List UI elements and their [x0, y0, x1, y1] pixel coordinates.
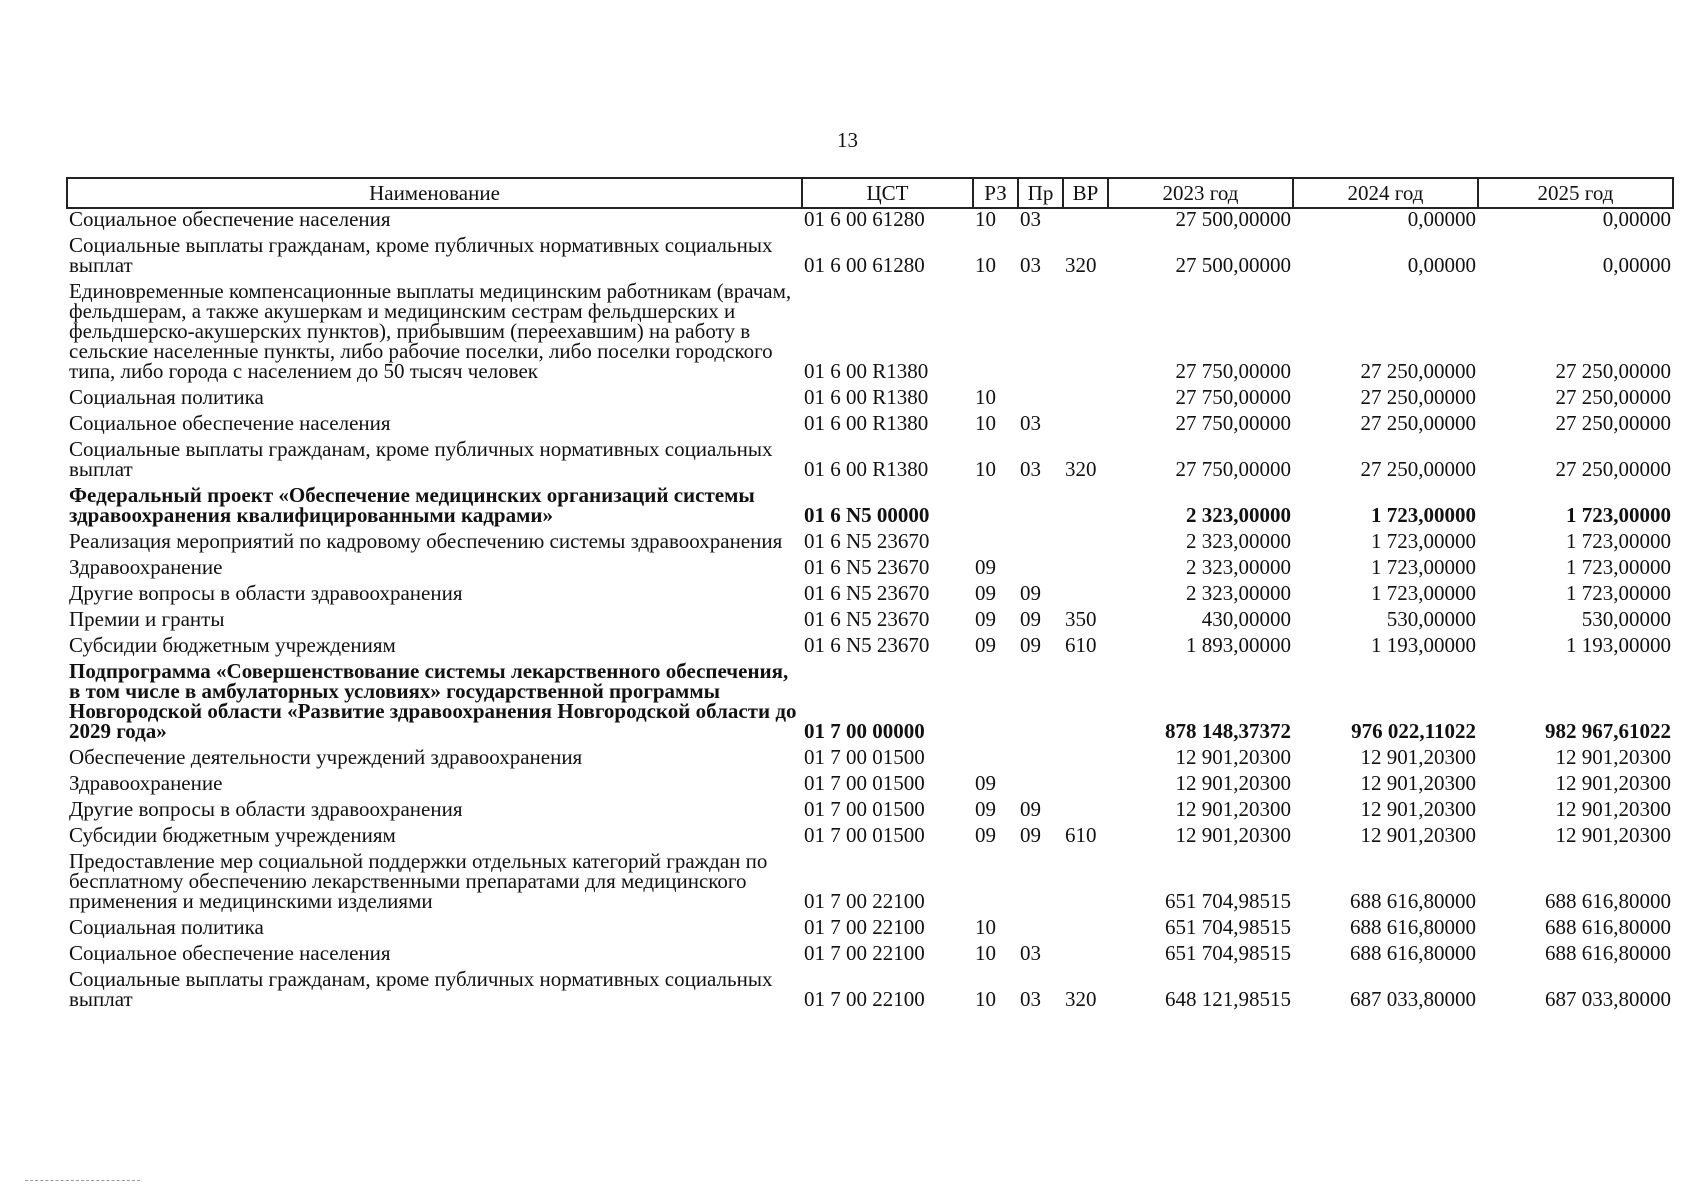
cell-vr: 320	[1065, 987, 1097, 1011]
cell-code: 01 6 N5 23670	[804, 607, 930, 631]
cell-2023: 651 704,98515	[1165, 889, 1291, 913]
table-row	[67, 917, 1673, 943]
cell-2024: 976 022,11022	[1351, 719, 1476, 743]
table-row	[67, 208, 1673, 235]
table-row	[67, 799, 1673, 825]
cell-vr	[1063, 851, 1108, 917]
cell-vr	[1063, 485, 1108, 531]
cell-rz	[973, 747, 1018, 773]
header-vr: ВР	[1063, 178, 1108, 208]
cell-rz: 09	[975, 633, 996, 657]
cell-code: 01 7 00 01500	[804, 823, 925, 847]
cell-rz	[973, 851, 1018, 917]
cell-code: 01 7 00 01500	[804, 771, 925, 795]
cell-2024: 0,00000	[1407, 253, 1476, 277]
cell-code: 01 7 00 01500	[804, 797, 925, 821]
scan-mark	[25, 1180, 140, 1181]
cell-name: Социальное обеспечение населения	[69, 941, 391, 965]
table-row	[67, 747, 1673, 773]
cell-name: Социальные выплаты гражданам, кроме публичных нормативных социальных выплат	[69, 437, 773, 481]
cell-2023: 2 323,00000	[1186, 503, 1291, 527]
budget-table	[66, 177, 1674, 1015]
table-row	[67, 583, 1673, 609]
table-row	[67, 609, 1673, 635]
cell-pr	[1018, 485, 1063, 531]
cell-pr: 09	[1020, 797, 1041, 821]
cell-2025: 27 250,00000	[1555, 359, 1671, 383]
cell-code: 01 7 00 00000	[804, 719, 925, 743]
cell-code: 01 7 00 01500	[804, 745, 925, 769]
cell-pr: 03	[1020, 253, 1041, 277]
cell-2025: 0,00000	[1602, 253, 1671, 277]
cell-code: 01 6 N5 23670	[804, 633, 930, 657]
cell-code: 01 6 00 61280	[804, 253, 925, 277]
page-number: 13	[837, 128, 858, 152]
cell-code: 01 7 00 22100	[804, 889, 925, 913]
table-row	[67, 439, 1673, 485]
cell-pr	[1018, 281, 1063, 387]
cell-pr	[1018, 387, 1063, 413]
cell-pr	[1018, 851, 1063, 917]
cell-code: 01 6 N5 23670	[804, 555, 930, 579]
cell-rz: 10	[975, 941, 996, 965]
cell-2025: 687 033,80000	[1545, 987, 1671, 1011]
table-body	[67, 208, 1673, 1015]
cell-2023: 878 148,37372	[1165, 719, 1291, 743]
cell-2024: 688 616,80000	[1350, 941, 1476, 965]
table-row	[67, 531, 1673, 557]
cell-2025: 12 901,20300	[1555, 745, 1671, 769]
table-row	[67, 825, 1673, 851]
cell-2024: 688 616,80000	[1350, 889, 1476, 913]
cell-pr: 09	[1020, 607, 1041, 631]
cell-2024: 1 723,00000	[1371, 581, 1476, 605]
cell-2023: 651 704,98515	[1165, 941, 1291, 965]
cell-pr: 03	[1020, 987, 1041, 1011]
cell-2024: 0,00000	[1407, 207, 1476, 231]
cell-pr	[1018, 917, 1063, 943]
header-2024: 2024 год	[1293, 178, 1478, 208]
cell-rz: 09	[975, 555, 996, 579]
cell-name: Единовременные компенсационные выплаты медицинским работникам (врачам, фельдшерам, а также акушеркам и медицинским сестрам фельдшерских и фельдшерско-акушерских пунктов), прибывшим (переехавшим) на работу в сельские населенные пункты, либо рабочие поселки, либо поселки городского типа, либо города с населением до 50 тысяч человек	[69, 279, 792, 383]
cell-2024: 27 250,00000	[1360, 457, 1476, 481]
cell-name: Социальная политика	[69, 385, 264, 409]
cell-vr	[1063, 531, 1108, 557]
cell-name: Здравоохранение	[69, 771, 223, 795]
cell-rz: 09	[975, 607, 996, 631]
cell-code: 01 6 00 61280	[804, 207, 925, 231]
cell-2025: 12 901,20300	[1555, 823, 1671, 847]
cell-2025: 0,00000	[1602, 207, 1671, 231]
cell-2023: 12 901,20300	[1175, 771, 1291, 795]
cell-name: Субсидии бюджетным учреждениям	[69, 823, 396, 847]
cell-name: Федеральный проект «Обеспечение медицинских организаций системы здравоохранения квалифицированными кадрами»	[69, 483, 755, 527]
cell-2024: 27 250,00000	[1360, 411, 1476, 435]
cell-name: Социальные выплаты гражданам, кроме публичных нормативных социальных выплат	[69, 233, 773, 277]
table-row	[67, 557, 1673, 583]
cell-2024: 12 901,20300	[1360, 771, 1476, 795]
cell-2024: 12 901,20300	[1360, 797, 1476, 821]
cell-2024: 12 901,20300	[1360, 823, 1476, 847]
cell-code: 01 6 00 R1380	[804, 411, 929, 435]
cell-2023: 27 750,00000	[1175, 359, 1291, 383]
cell-2023: 27 750,00000	[1175, 385, 1291, 409]
cell-2024: 27 250,00000	[1360, 359, 1476, 383]
table-row	[67, 773, 1673, 799]
cell-2023: 27 500,00000	[1175, 207, 1291, 231]
cell-code: 01 6 N5 00000	[804, 503, 930, 527]
cell-rz: 09	[975, 581, 996, 605]
cell-name: Социальные выплаты гражданам, кроме публичных нормативных социальных выплат	[69, 967, 773, 1011]
cell-vr	[1063, 661, 1108, 747]
cell-2023: 12 901,20300	[1175, 823, 1291, 847]
cell-vr: 350	[1065, 607, 1097, 631]
cell-2025: 27 250,00000	[1555, 457, 1671, 481]
table-row	[67, 281, 1673, 387]
cell-pr: 09	[1020, 823, 1041, 847]
table-row	[67, 943, 1673, 969]
cell-name: Другие вопросы в области здравоохранения	[69, 797, 463, 821]
cell-code: 01 7 00 22100	[804, 987, 925, 1011]
header-2025: 2025 год	[1478, 178, 1673, 208]
cell-vr	[1063, 413, 1108, 439]
cell-vr: 320	[1065, 457, 1097, 481]
header-2023: 2023 год	[1108, 178, 1293, 208]
cell-2023: 27 750,00000	[1175, 457, 1291, 481]
cell-vr	[1063, 799, 1108, 825]
cell-rz: 10	[975, 253, 996, 277]
cell-code: 01 6 00 R1380	[804, 457, 929, 481]
cell-2025: 688 616,80000	[1545, 889, 1671, 913]
table-row	[67, 387, 1673, 413]
cell-2023: 27 750,00000	[1175, 411, 1291, 435]
cell-name: Субсидии бюджетным учреждениям	[69, 633, 396, 657]
cell-pr	[1018, 747, 1063, 773]
table-row	[67, 235, 1673, 281]
cell-name: Социальное обеспечение населения	[69, 207, 391, 231]
cell-rz: 10	[975, 457, 996, 481]
cell-rz	[973, 281, 1018, 387]
cell-vr	[1063, 387, 1108, 413]
cell-name: Социальное обеспечение населения	[69, 411, 391, 435]
cell-rz: 09	[975, 797, 996, 821]
cell-2025: 688 616,80000	[1545, 915, 1671, 939]
cell-vr: 610	[1065, 823, 1097, 847]
cell-2023: 1 893,00000	[1186, 633, 1291, 657]
cell-2025: 530,00000	[1581, 607, 1671, 631]
cell-rz	[973, 531, 1018, 557]
cell-pr	[1018, 661, 1063, 747]
cell-rz	[973, 661, 1018, 747]
cell-2024: 688 616,80000	[1350, 915, 1476, 939]
cell-vr: 610	[1065, 633, 1097, 657]
table-row	[67, 485, 1673, 531]
cell-pr: 03	[1020, 411, 1041, 435]
cell-2025: 1 723,00000	[1566, 581, 1671, 605]
cell-2024: 1 193,00000	[1371, 633, 1476, 657]
cell-code: 01 7 00 22100	[804, 941, 925, 965]
header-code: ЦСТ	[802, 178, 973, 208]
cell-rz: 10	[975, 987, 996, 1011]
cell-2023: 2 323,00000	[1186, 529, 1291, 553]
cell-code: 01 6 00 R1380	[804, 359, 929, 383]
cell-2024: 1 723,00000	[1371, 503, 1476, 527]
cell-2024: 687 033,80000	[1350, 987, 1476, 1011]
table-row	[67, 635, 1673, 661]
cell-pr	[1018, 557, 1063, 583]
cell-rz: 10	[975, 207, 996, 231]
cell-rz: 10	[975, 915, 996, 939]
cell-2025: 27 250,00000	[1555, 411, 1671, 435]
cell-2025: 12 901,20300	[1555, 797, 1671, 821]
table-row	[67, 661, 1673, 747]
table-row	[67, 413, 1673, 439]
cell-2023: 2 323,00000	[1186, 581, 1291, 605]
header-rz: РЗ	[973, 178, 1018, 208]
cell-vr	[1063, 281, 1108, 387]
cell-name: Обеспечение деятельности учреждений здравоохранения	[69, 745, 583, 769]
cell-2024: 12 901,20300	[1360, 745, 1476, 769]
cell-rz	[973, 485, 1018, 531]
cell-vr	[1063, 557, 1108, 583]
cell-rz: 09	[975, 823, 996, 847]
cell-rz: 09	[975, 771, 996, 795]
cell-2024: 1 723,00000	[1371, 555, 1476, 579]
cell-2023: 2 323,00000	[1186, 555, 1291, 579]
cell-2024: 530,00000	[1386, 607, 1476, 631]
cell-2025: 1 193,00000	[1566, 633, 1671, 657]
cell-name: Другие вопросы в области здравоохранения	[69, 581, 463, 605]
header-pr: Пр	[1018, 178, 1063, 208]
header-name: Наименование	[67, 178, 802, 208]
cell-2025: 1 723,00000	[1566, 555, 1671, 579]
cell-2024: 1 723,00000	[1371, 529, 1476, 553]
cell-2025: 12 901,20300	[1555, 771, 1671, 795]
cell-2023: 12 901,20300	[1175, 797, 1291, 821]
cell-vr	[1063, 917, 1108, 943]
cell-pr: 03	[1020, 207, 1041, 231]
cell-code: 01 6 N5 23670	[804, 529, 930, 553]
cell-vr	[1063, 747, 1108, 773]
cell-vr	[1063, 773, 1108, 799]
cell-2023: 651 704,98515	[1165, 915, 1291, 939]
cell-code: 01 6 N5 23670	[804, 581, 930, 605]
cell-name: Предоставление мер социальной поддержки отдельных категорий граждан по бесплатному обеспечению лекарственными препаратами для медицинского применения и медицинскими изделиями	[69, 849, 768, 913]
cell-2025: 1 723,00000	[1566, 503, 1671, 527]
cell-pr: 09	[1020, 581, 1041, 605]
cell-code: 01 6 00 R1380	[804, 385, 929, 409]
cell-name: Социальная политика	[69, 915, 264, 939]
cell-2025: 27 250,00000	[1555, 385, 1671, 409]
cell-pr	[1018, 773, 1063, 799]
cell-2023: 12 901,20300	[1175, 745, 1291, 769]
cell-vr: 320	[1065, 253, 1097, 277]
table-row	[67, 851, 1673, 917]
cell-pr	[1018, 531, 1063, 557]
cell-rz: 10	[975, 411, 996, 435]
cell-2025: 982 967,61022	[1545, 719, 1671, 743]
cell-name: Здравоохранение	[69, 555, 223, 579]
cell-2023: 648 121,98515	[1165, 987, 1291, 1011]
cell-2023: 430,00000	[1201, 607, 1291, 631]
cell-code: 01 7 00 22100	[804, 915, 925, 939]
cell-vr	[1063, 583, 1108, 609]
cell-name: Реализация мероприятий по кадровому обеспечению системы здравоохранения	[69, 529, 783, 553]
cell-rz: 10	[975, 385, 996, 409]
cell-vr	[1063, 208, 1108, 235]
cell-pr: 03	[1020, 457, 1041, 481]
cell-name: Подпрограмма «Совершенствование системы лекарственного обеспечения, в том числе в амбулаторных условиях» государственной программы Новгородской области «Развитие здравоохранения Новгородской области до 2029 года»	[69, 659, 797, 743]
cell-2023: 27 500,00000	[1175, 253, 1291, 277]
cell-2025: 1 723,00000	[1566, 529, 1671, 553]
cell-2025: 688 616,80000	[1545, 941, 1671, 965]
table-row	[67, 969, 1673, 1015]
cell-pr: 03	[1020, 941, 1041, 965]
cell-vr	[1063, 943, 1108, 969]
cell-pr: 09	[1020, 633, 1041, 657]
table-header	[67, 178, 1673, 208]
cell-name: Премии и гранты	[69, 607, 225, 631]
cell-2024: 27 250,00000	[1360, 385, 1476, 409]
